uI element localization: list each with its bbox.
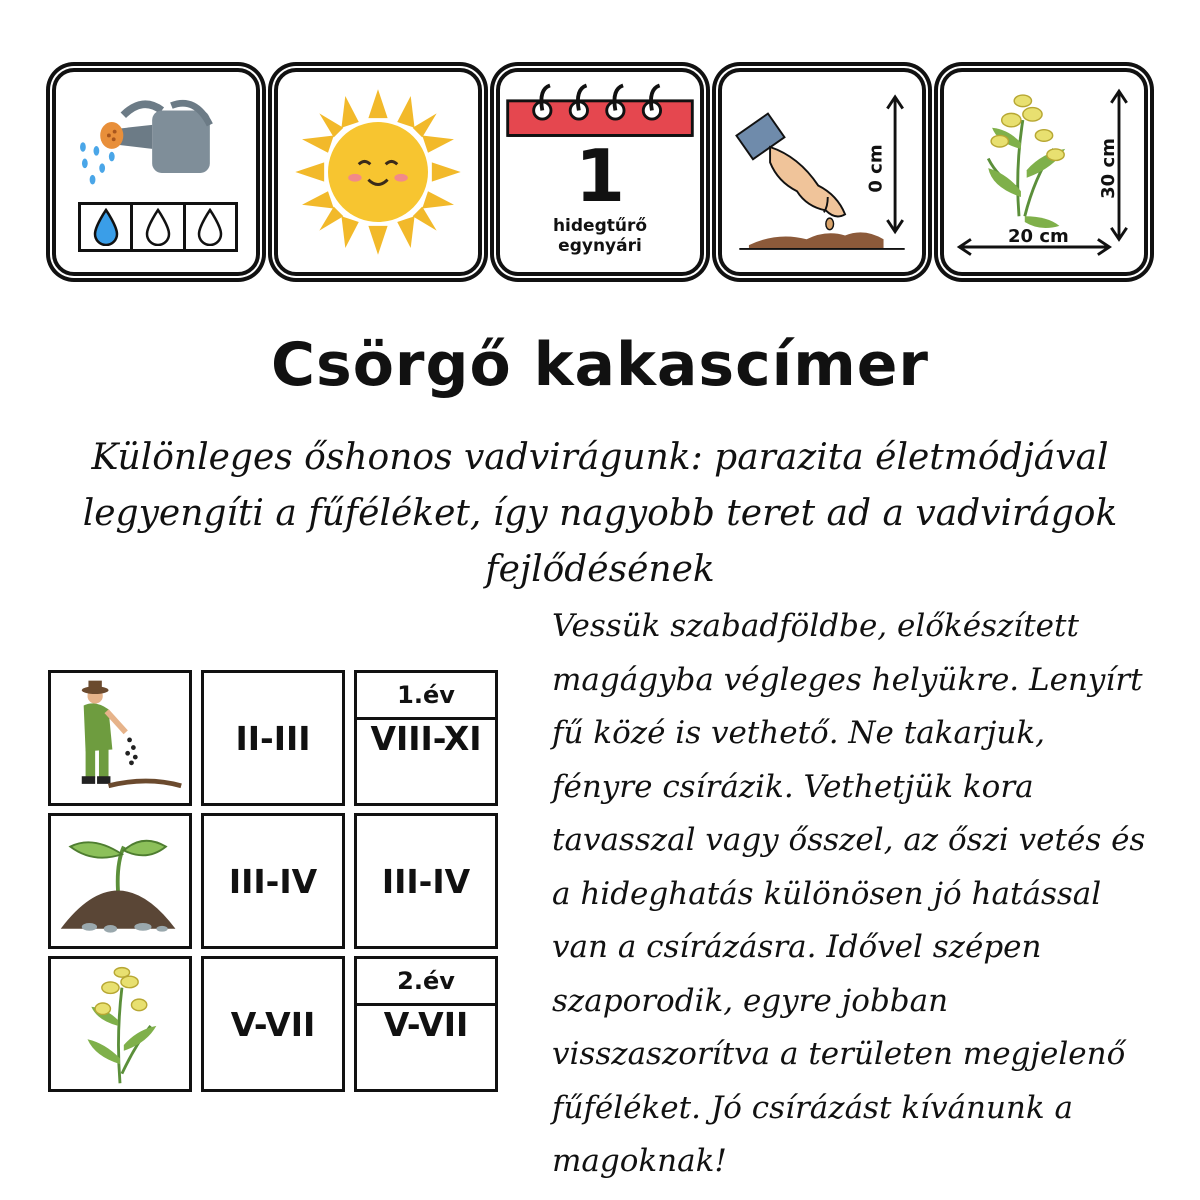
sowing-instructions: Vessük szabadföldbe, előkészített magágyba végleges helyükre. Lenyírt fű közé is vethető. Ne takarjuk, fényre csírázik. Vethetjük kora tavasszal vagy ősszel, az őszi vetés és a hideghatás különösen jó hatással van a csírázásra. Idővel szépen szaporodik, egyre jobban visszaszorítva a területen megjelenő fűféléket. Jó csírázást kívánunk a magoknak! bbox=[552, 608, 1146, 1179]
table-row1-col3-cell bbox=[354, 670, 498, 806]
table-row3-icon-cell bbox=[48, 956, 192, 1092]
table-row1-col2-cell bbox=[201, 670, 345, 806]
gardener-sowing-icon bbox=[51, 673, 189, 803]
table-row1-col2: II-III bbox=[235, 718, 311, 758]
table-row2-col3: III-IV bbox=[381, 861, 471, 901]
sowing-hand-icon bbox=[722, 72, 922, 272]
calendar-number: 1 bbox=[574, 134, 626, 218]
sowing-depth-label: 0 cm bbox=[865, 144, 887, 193]
sowing-depth-card bbox=[718, 68, 926, 276]
table-row2-col3-cell bbox=[354, 813, 498, 949]
table-row1-year-tag: 1.év bbox=[357, 673, 495, 720]
plant-height-label: 30 cm bbox=[1097, 138, 1119, 199]
calendar-label-line2: egynyári bbox=[558, 236, 642, 256]
table-row2-icon-cell bbox=[48, 813, 192, 949]
sun-icon bbox=[278, 72, 478, 272]
page-subtitle: Különleges őshonos vadvirágunk: parazita életmódjával legyengíti a fűféléket, így nagyobb teret ad a vadvirágok fejlődésének bbox=[82, 437, 1118, 590]
watering-card bbox=[52, 68, 260, 276]
calendar-label-line1: hidegtűrő bbox=[552, 216, 648, 236]
table-row1-icon-cell bbox=[48, 670, 192, 806]
water-level-indicator bbox=[78, 202, 238, 252]
table-row2-col2: III-IV bbox=[228, 861, 318, 901]
plant-width-label: 20 cm bbox=[1008, 226, 1069, 247]
plant-size-card bbox=[940, 68, 1148, 276]
table-row1-col3: VIII-XI bbox=[370, 718, 482, 758]
sun-card bbox=[274, 68, 482, 276]
water-drop-empty-icon bbox=[186, 205, 235, 249]
table-row3-col2-cell bbox=[201, 956, 345, 1092]
page-title: Csörgő kakascímer bbox=[270, 330, 930, 400]
table-row2-col2-cell bbox=[201, 813, 345, 949]
water-drop-filled-icon bbox=[81, 205, 133, 249]
flowering-plant-icon bbox=[51, 959, 189, 1089]
table-row3-col2: V-VII bbox=[230, 1004, 316, 1044]
seedling-icon bbox=[51, 816, 189, 946]
table-row3-col3: V-VII bbox=[383, 1004, 469, 1044]
table-row3-col3-cell bbox=[354, 956, 498, 1092]
table-row3-year-tag: 2.év bbox=[357, 959, 495, 1006]
calendar-card bbox=[496, 68, 704, 276]
water-drop-empty-icon bbox=[133, 205, 185, 249]
